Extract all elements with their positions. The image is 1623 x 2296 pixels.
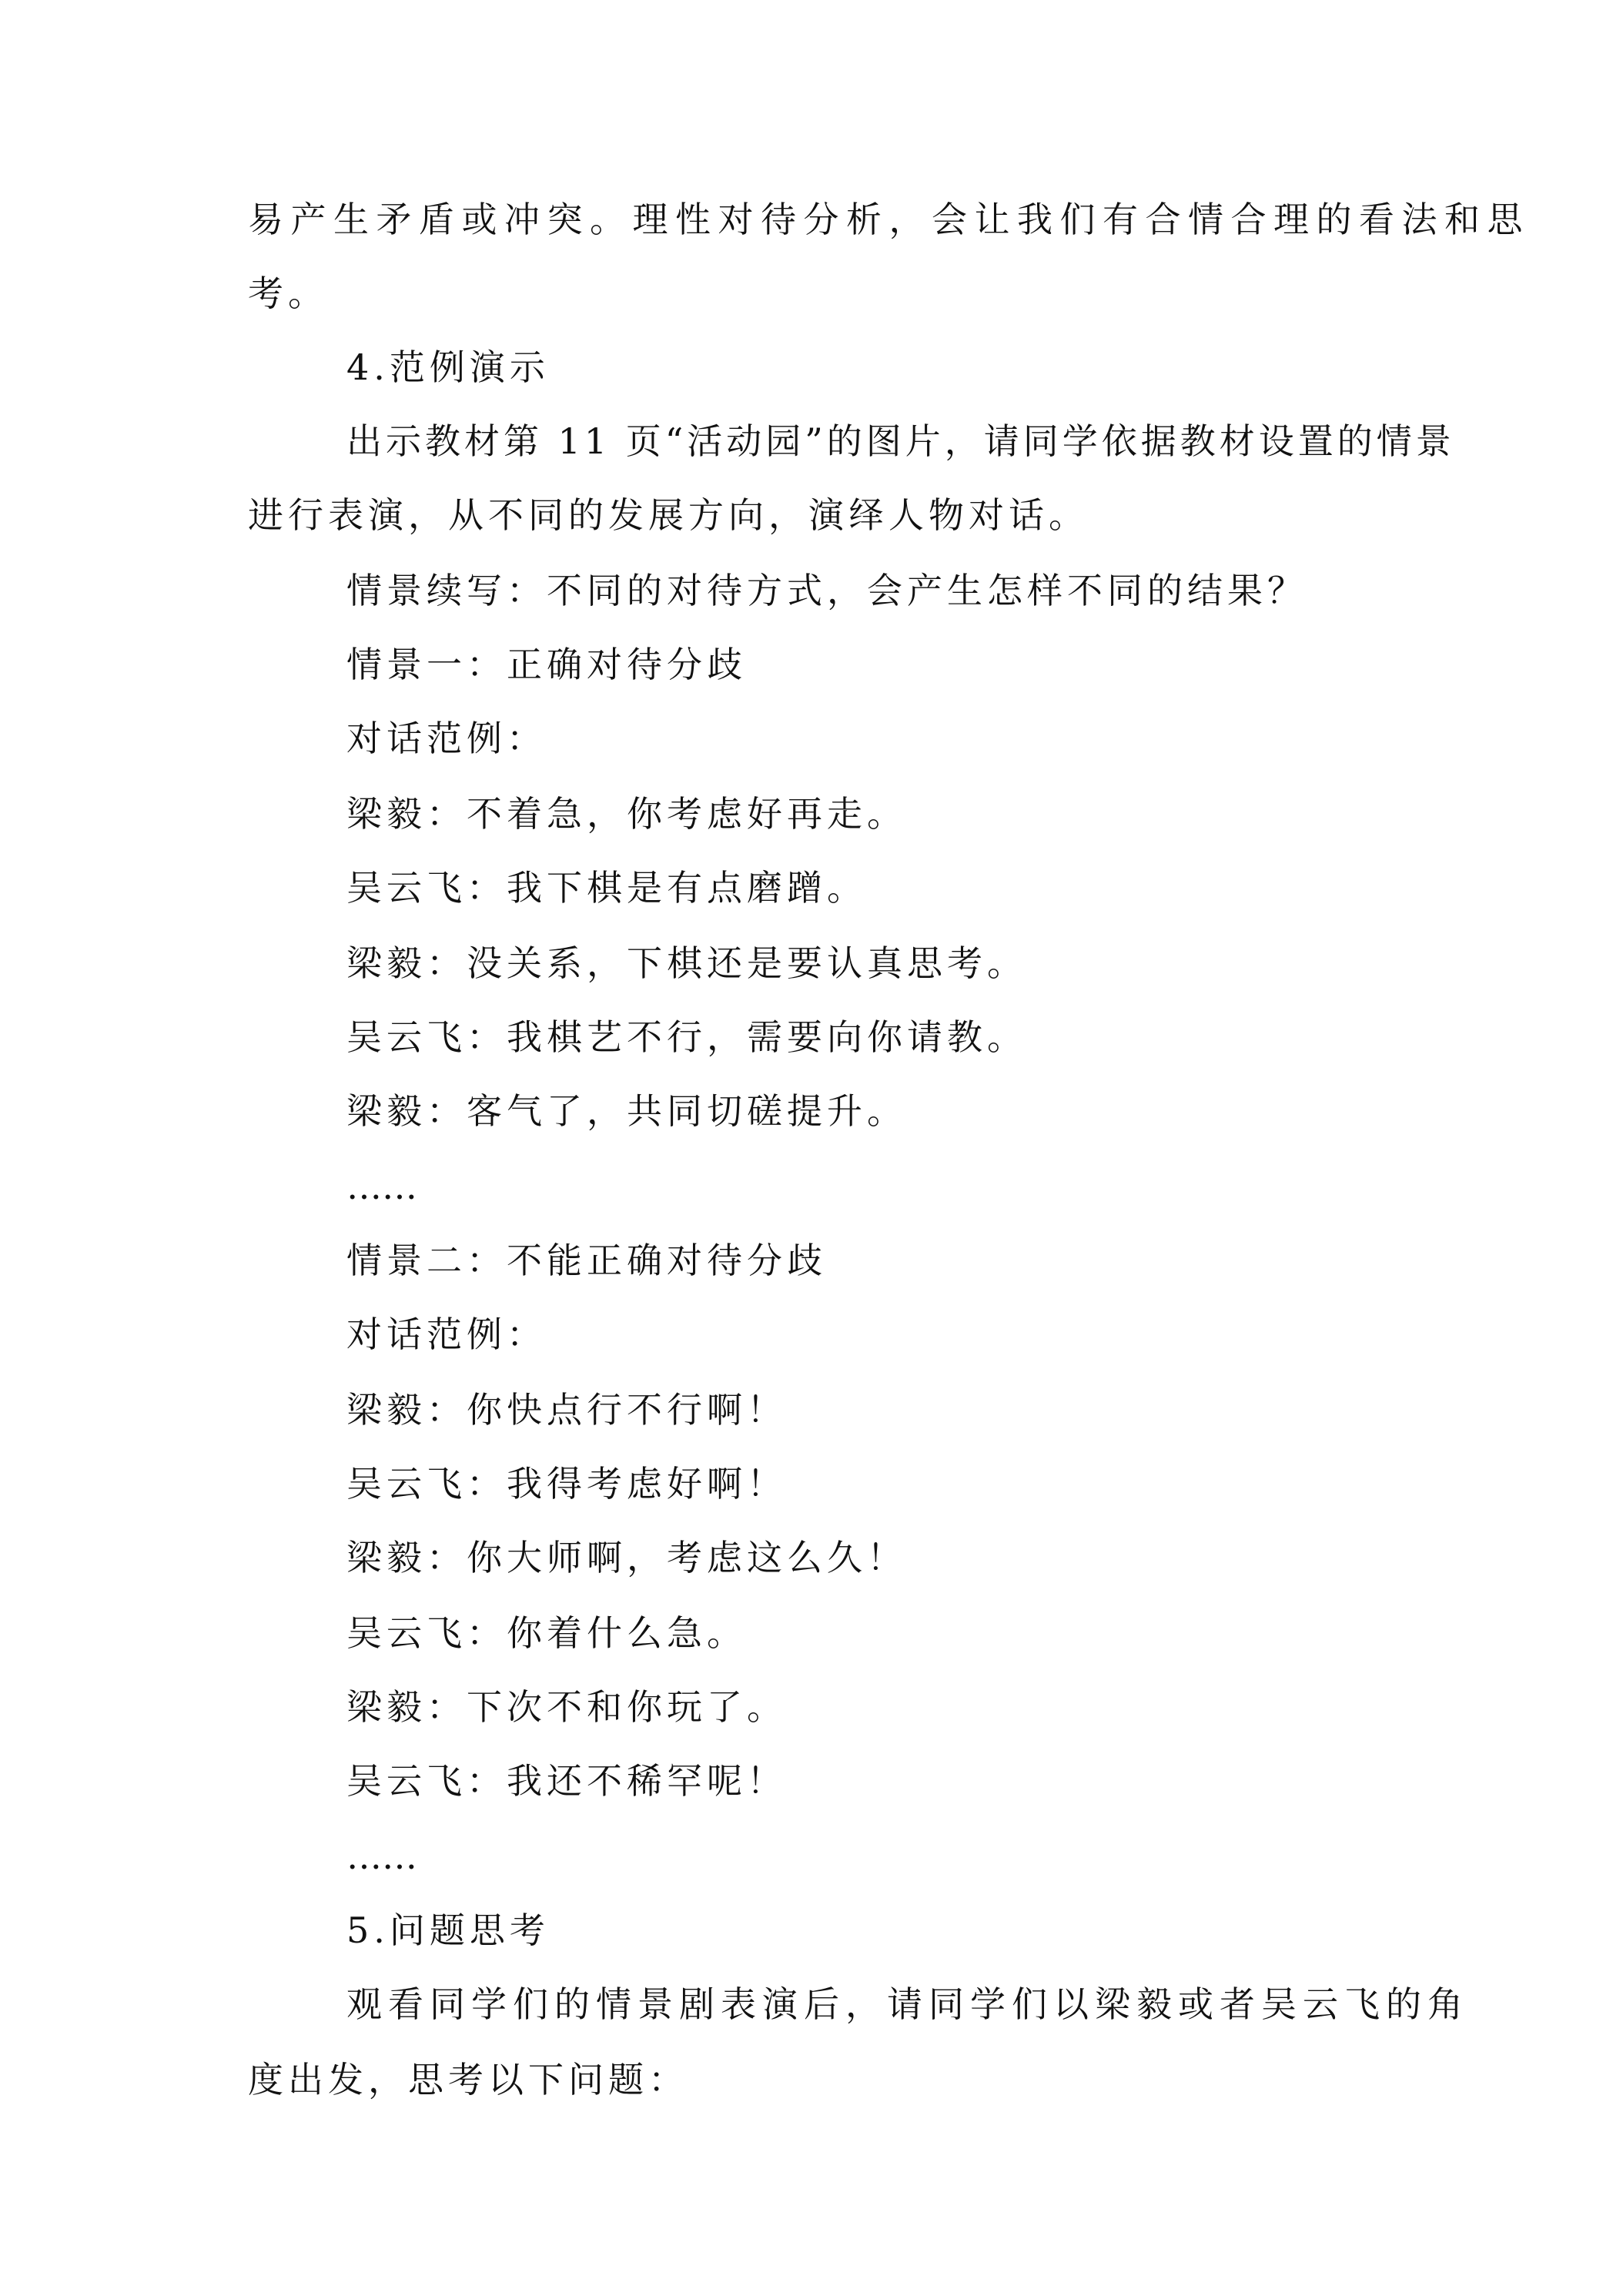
- paragraph-line: 度出发，思考以下问题：: [248, 2059, 688, 2100]
- paragraph-line: 易产生矛盾或冲突。理性对待分析，会让我们有合情合理的看法和思: [248, 199, 1530, 240]
- paragraph-line: 进行表演，从不同的发展方向，演绎人物对话。: [248, 494, 1089, 536]
- dialogue-label: 对话范例：: [346, 718, 547, 759]
- dialogue-label: 对话范例：: [346, 1314, 547, 1355]
- dialogue-line: 吴云飞：我棋艺不行，需要向你请教。: [346, 1016, 1027, 1058]
- paragraph-line: 情景续写：不同的对待方式，会产生怎样不同的结果？: [346, 570, 1307, 611]
- paragraph-line: 观看同学们的情景剧表演后，请同学们以梁毅或者吴云飞的角: [346, 1983, 1469, 2025]
- dialogue-line: 梁毅：不着急，你考虑好再走。: [346, 793, 907, 835]
- dialogue-line: 吴云飞：我下棋是有点磨蹭。: [346, 867, 867, 909]
- paragraph-line: 出示教材第 11 页“活动园”的图片，请同学依据教材设置的情景: [346, 420, 1455, 462]
- dialogue-line: 吴云飞：你着什么急。: [346, 1612, 747, 1654]
- scenario-heading: 情景二：不能正确对待分歧: [346, 1240, 827, 1281]
- section-heading: 4.范例演示: [346, 346, 550, 388]
- dialogue-line: 梁毅：客气了，共同切磋提升。: [346, 1090, 907, 1132]
- dialogue-line: 梁毅：下次不和你玩了。: [346, 1686, 787, 1728]
- dialogue-line: 梁毅：没关系，下棋还是要认真思考。: [346, 942, 1027, 984]
- dialogue-line: 吴云飞：我得考虑好啊！: [346, 1463, 787, 1504]
- ellipsis: ……: [346, 1166, 417, 1207]
- dialogue-line: 吴云飞：我还不稀罕呢！: [346, 1760, 787, 1802]
- section-heading: 5.问题思考: [346, 1909, 550, 1951]
- paragraph-line: 考。: [248, 273, 328, 314]
- dialogue-line: 梁毅：你大师啊，考虑这么久！: [346, 1537, 907, 1578]
- ellipsis: ……: [346, 1836, 417, 1877]
- scenario-heading: 情景一：正确对待分歧: [346, 644, 747, 685]
- dialogue-line: 梁毅：你快点行不行啊！: [346, 1389, 787, 1431]
